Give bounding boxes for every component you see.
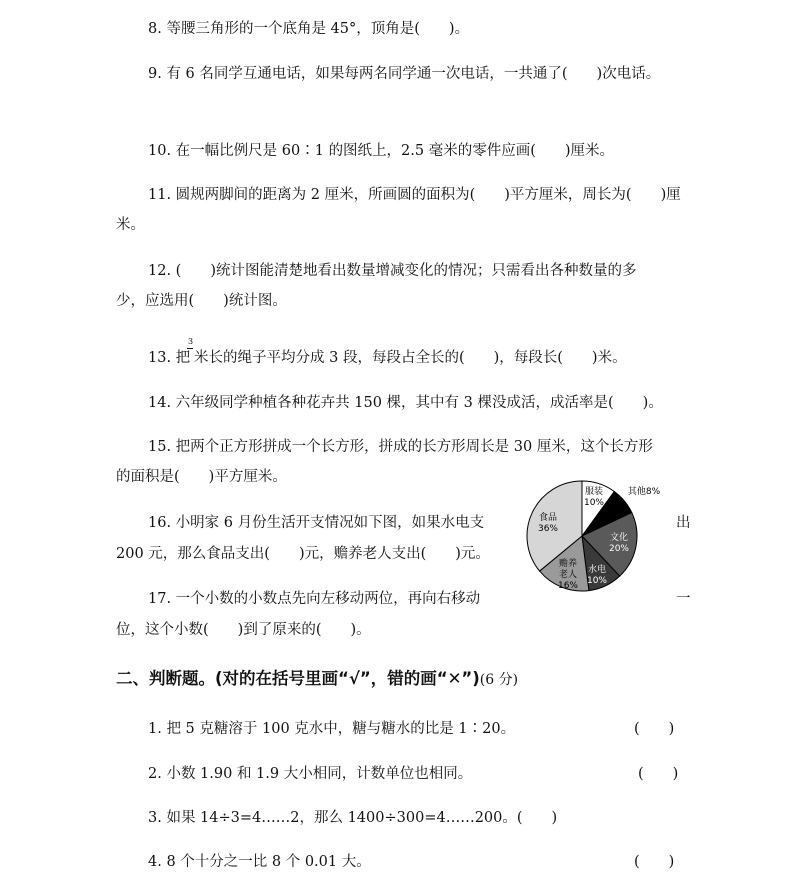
pie-label-4: 赡养老人 16% — [557, 559, 579, 591]
judge-item-3: 3. 如果 14÷3=4……2，那么 1400÷300=4……200。( ) — [148, 810, 558, 826]
question-13-prefix: 13. 把 — [148, 350, 191, 366]
section-2-title: 二、判断题。(对的在括号里画“√”，错的画“✕”) — [116, 669, 480, 688]
question-12-line-1: 12. ( )统计图能清楚地看出数量增减变化的情况；只需看出各种数量的多 — [148, 263, 637, 279]
judge-item-1-answer-paren: ( ) — [634, 721, 675, 737]
question-17-line-2: 位，这个小数( )到了原来的( )。 — [116, 622, 371, 638]
question-15-line-2: 的面积是( )平方厘米。 — [116, 469, 287, 485]
pie-label-3: 水电 10% — [586, 565, 608, 586]
section-2-heading — [116, 669, 518, 690]
section-2-points: (6 分) — [479, 672, 519, 688]
judge-item-2-answer-paren: ( ) — [638, 766, 679, 782]
question-12-line-2: 少，应选用( )统计图。 — [116, 293, 287, 309]
question-14: 14. 六年级同学种植各种花卉共 150 棵，其中有 3 棵没成活，成活率是( )。 — [148, 395, 663, 411]
judge-item-4: 4. 8 个十分之一比 8 个 0.01 大。 — [148, 854, 371, 870]
pie-label-2: 文化 20% — [608, 533, 630, 554]
judge-item-1: 1. 把 5 克糖溶于 100 克水中，糖与糖水的比是 1∶20。 — [148, 721, 516, 737]
pie-label-0: 服装 10% — [583, 487, 605, 508]
fraction-bar — [187, 348, 193, 349]
pie-label-1: 其他8% — [627, 487, 661, 497]
question-15-line-1: 15. 把两个正方形拼成一个长方形，拼成的长方形周长是 30 厘米，这个长方形 — [148, 439, 653, 455]
question-11-line-1: 11. 圆规两脚间的距离为 2 厘米，所画圆的面积为( )平方厘米，周长为( )厘 — [148, 187, 681, 203]
question-8: 8. 等腰三角形的一个底角是 45°，顶角是( )。 — [148, 21, 470, 37]
question-17-line-1-end: 一 — [676, 591, 691, 607]
judge-item-2: 2. 小数 1.90 和 1.9 大小相同，计数单位也相同。 — [148, 766, 473, 782]
expense-pie-chart — [524, 476, 672, 600]
question-9: 9. 有 6 名同学互通电话，如果每两名同学通一次电话，一共通了( )次电话。 — [148, 66, 661, 82]
question-16-line-1: 16. 小明家 6 月份生活开支情况如下图，如果水电支 — [148, 515, 485, 531]
question-16-line-1-end: 出 — [676, 515, 691, 531]
judge-item-4-answer-paren: ( ) — [634, 854, 675, 870]
question-13-fraction-numerator: 3 — [188, 337, 194, 346]
question-17-line-1: 17. 一个小数的小数点先向左移动两位，再向右移动 — [148, 591, 481, 607]
question-10: 10. 在一幅比例尺是 60∶1 的图纸上，2.5 毫米的零件应画( )厘米。 — [148, 143, 615, 159]
question-16-line-2: 200 元，那么食品支出( )元，赡养老人支出( )元。 — [116, 546, 490, 562]
pie-label-5: 食品 36% — [537, 513, 559, 534]
question-11-line-2: 米。 — [116, 217, 145, 233]
question-13-rest: 米长的绳子平均分成 3 段，每段占全长的( )，每段长( )米。 — [194, 350, 627, 366]
